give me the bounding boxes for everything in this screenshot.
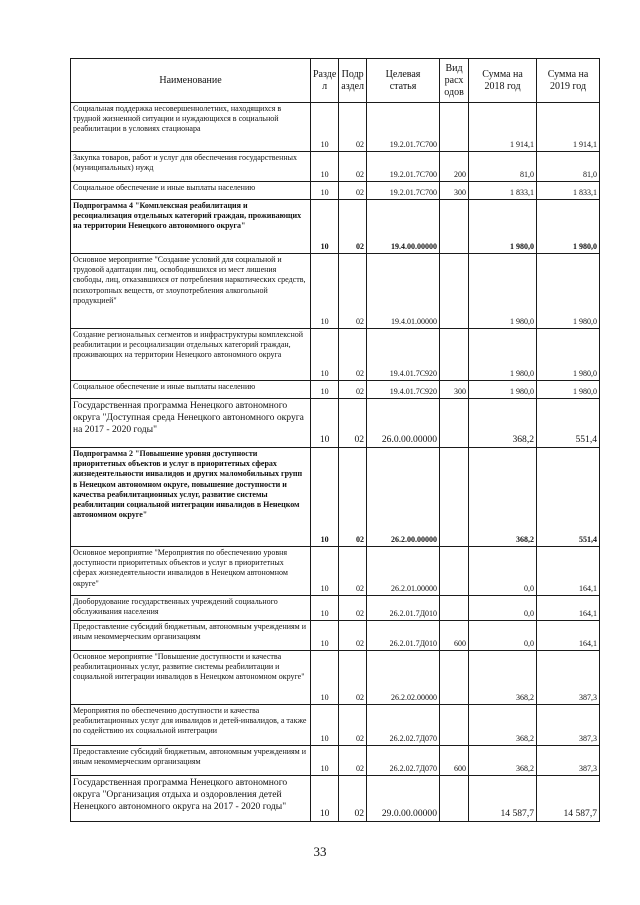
row-vid	[440, 254, 469, 329]
table-row	[71, 705, 600, 746]
row-name: Социальная поддержка несовершеннолетних, находящихся в трудной жизненной ситуации и нуждающихся в социальной реабилитации в условиях стационара	[71, 103, 311, 152]
row-sum-2018: 0,0	[469, 547, 537, 596]
row-razdel: 10	[311, 103, 339, 152]
row-sum-2019: 1 980,0	[537, 200, 600, 254]
row-sum-2019: 1 980,0	[537, 381, 600, 399]
row-vid	[440, 705, 469, 746]
header-sum-2018: Сумма на 2018 год	[469, 59, 537, 103]
row-sum-2018: 368,2	[469, 705, 537, 746]
row-razdel: 10	[311, 621, 339, 651]
row-vid: 300	[440, 381, 469, 399]
row-name: Государственная программа Ненецкого автономного округа "Доступная среда Ненецкого автономного округа на 2017 - 2020 годы"	[71, 399, 311, 448]
row-podrazdel: 02	[339, 254, 367, 329]
page-number: 33	[313, 844, 327, 859]
row-podrazdel: 02	[339, 746, 367, 776]
row-article: 26.2.01.00000	[367, 547, 440, 596]
row-article: 19.2.01.7С700	[367, 182, 440, 200]
row-article: 19.4.01.7С920	[367, 329, 440, 381]
row-vid	[440, 329, 469, 381]
row-name: Государственная программа Ненецкого автономного округа "Организация отдыха и оздоровления детей Ненецкого автономного округа на 2017 - 2020 годы"	[71, 776, 311, 822]
table-row	[71, 200, 600, 254]
row-name: Социальное обеспечение и иные выплаты населению	[71, 182, 311, 200]
row-podrazdel: 02	[339, 776, 367, 822]
table-row	[71, 182, 600, 200]
row-razdel: 10	[311, 705, 339, 746]
table-row	[71, 621, 600, 651]
row-razdel: 10	[311, 596, 339, 621]
row-sum-2018: 1 980,0	[469, 381, 537, 399]
row-article: 19.2.01.7С700	[367, 152, 440, 182]
row-article: 26.2.01.7Д010	[367, 621, 440, 651]
row-razdel: 10	[311, 254, 339, 329]
row-podrazdel: 02	[339, 547, 367, 596]
header-name: Наименование	[71, 59, 311, 103]
row-sum-2018: 1 914,1	[469, 103, 537, 152]
row-vid	[440, 547, 469, 596]
row-razdel: 10	[311, 776, 339, 822]
row-razdel: 10	[311, 329, 339, 381]
row-podrazdel: 02	[339, 381, 367, 399]
row-vid	[440, 651, 469, 705]
row-name: Основное мероприятие "Повышение доступности и качества реабилитационных услуг, развитие системы реабилитации и социальной интеграции инвалидов в Ненецком автономном округе"	[71, 651, 311, 705]
table-row	[71, 329, 600, 381]
row-razdel: 10	[311, 381, 339, 399]
row-sum-2019: 387,3	[537, 651, 600, 705]
row-name: Основное мероприятие "Создание условий для социальной и трудовой адаптации лиц, освободившихся из мест лишения свободы, лиц, отказавшихся от потребления наркотических средств, психотропных веществ, от злоупотребления алкогольной продукцией"	[71, 254, 311, 329]
table-row	[71, 596, 600, 621]
row-article: 19.2.01.7С700	[367, 103, 440, 152]
row-podrazdel: 02	[339, 103, 367, 152]
row-sum-2018: 1 980,0	[469, 200, 537, 254]
row-sum-2019: 1 833,1	[537, 182, 600, 200]
row-razdel: 10	[311, 399, 339, 448]
row-vid	[440, 200, 469, 254]
row-vid: 200	[440, 152, 469, 182]
row-razdel: 10	[311, 651, 339, 705]
row-podrazdel: 02	[339, 182, 367, 200]
header-vid: Вид расх одов	[440, 59, 469, 103]
row-vid	[440, 776, 469, 822]
row-sum-2018: 368,2	[469, 746, 537, 776]
row-sum-2018: 14 587,7	[469, 776, 537, 822]
row-article: 19.4.01.7С920	[367, 381, 440, 399]
row-sum-2019: 1 914,1	[537, 103, 600, 152]
row-article: 26.2.01.7Д010	[367, 596, 440, 621]
row-article: 19.4.01.00000	[367, 254, 440, 329]
row-sum-2019: 551,4	[537, 448, 600, 547]
row-sum-2018: 81,0	[469, 152, 537, 182]
row-vid	[440, 399, 469, 448]
table-row	[71, 776, 600, 822]
row-sum-2018: 368,2	[469, 399, 537, 448]
row-article: 26.0.00.00000	[367, 399, 440, 448]
row-vid	[440, 448, 469, 547]
row-sum-2019: 387,3	[537, 705, 600, 746]
table-row	[71, 254, 600, 329]
row-name: Предоставление субсидий бюджетным, автономным учреждениям и иным некоммерческим организациям	[71, 621, 311, 651]
row-vid: 600	[440, 621, 469, 651]
row-sum-2018: 1 980,0	[469, 254, 537, 329]
row-article: 26.2.02.7Д070	[367, 705, 440, 746]
row-sum-2018: 0,0	[469, 621, 537, 651]
row-sum-2019: 164,1	[537, 621, 600, 651]
row-razdel: 10	[311, 448, 339, 547]
table-row	[71, 651, 600, 705]
row-name: Создание региональных сегментов и инфраструктуры комплексной реабилитации и ресоциализации отдельных категорий граждан, проживающих на территории Ненецкого автономного округа	[71, 329, 311, 381]
row-vid: 300	[440, 182, 469, 200]
budget-table	[70, 58, 600, 822]
row-razdel: 10	[311, 746, 339, 776]
row-sum-2018: 0,0	[469, 596, 537, 621]
row-name: Основное мероприятие "Мероприятия по обеспечению уровня доступности приоритетных объектов и услуг в приоритетных сферах жизнедеятельности инвалидов в Ненецком автономном округе"	[71, 547, 311, 596]
row-name: Подпрограмма 4 "Комплексная реабилитация и ресоциализация отдельных категорий граждан, проживающих на территории Ненецкого автономного округа"	[71, 200, 311, 254]
row-sum-2019: 1 980,0	[537, 254, 600, 329]
row-article: 26.2.02.7Д070	[367, 746, 440, 776]
row-vid: 600	[440, 746, 469, 776]
row-sum-2019: 387,3	[537, 746, 600, 776]
table-row	[71, 399, 600, 448]
row-vid	[440, 103, 469, 152]
row-sum-2019: 14 587,7	[537, 776, 600, 822]
row-name: Дооборудование государственных учреждений социального обслуживания населения	[71, 596, 311, 621]
row-article: 19.4.00.00000	[367, 200, 440, 254]
row-podrazdel: 02	[339, 448, 367, 547]
row-name: Подпрограмма 2 "Повышение уровня доступности приоритетных объектов и услуг в приоритетных сферах жизнедеятельности инвалидов и других маломобильных групп в Ненецком автономном округе, повышение доступности и качества реабилитационных услуг, развитие системы реабилитации социальной интеграции инвалидов в Ненецком автономном округе"	[71, 448, 311, 547]
row-name: Мероприятия по обеспечению доступности и качества реабилитационных услуг для инвалидов и детей-инвалидов, а также по содействию их социальной интеграции	[71, 705, 311, 746]
row-article: 26.2.02.00000	[367, 651, 440, 705]
table-row	[71, 103, 600, 152]
table-row	[71, 547, 600, 596]
row-podrazdel: 02	[339, 621, 367, 651]
row-sum-2018: 368,2	[469, 448, 537, 547]
row-name: Предоставление субсидий бюджетным, автономным учреждениям и иным некоммерческим организациям	[71, 746, 311, 776]
table-body	[71, 103, 600, 822]
row-razdel: 10	[311, 152, 339, 182]
row-podrazdel: 02	[339, 152, 367, 182]
table-row	[71, 381, 600, 399]
row-podrazdel: 02	[339, 705, 367, 746]
row-sum-2018: 1 980,0	[469, 329, 537, 381]
row-razdel: 10	[311, 547, 339, 596]
table-header	[71, 59, 600, 103]
row-sum-2019: 164,1	[537, 596, 600, 621]
row-podrazdel: 02	[339, 651, 367, 705]
row-razdel: 10	[311, 182, 339, 200]
table-row	[71, 152, 600, 182]
table-row	[71, 448, 600, 547]
header-sum-2019: Сумма на 2019 год	[537, 59, 600, 103]
header-podrazdel: Подр аздел	[339, 59, 367, 103]
row-podrazdel: 02	[339, 596, 367, 621]
row-sum-2019: 1 980,0	[537, 329, 600, 381]
row-sum-2019: 164,1	[537, 547, 600, 596]
row-vid	[440, 596, 469, 621]
row-name: Закупка товаров, работ и услуг для обеспечения государственных (муниципальных) нужд	[71, 152, 311, 182]
row-podrazdel: 02	[339, 329, 367, 381]
header-razdel: Разде л	[311, 59, 339, 103]
row-sum-2019: 81,0	[537, 152, 600, 182]
row-sum-2019: 551,4	[537, 399, 600, 448]
row-sum-2018: 368,2	[469, 651, 537, 705]
row-article: 26.2.00.00000	[367, 448, 440, 547]
row-sum-2018: 1 833,1	[469, 182, 537, 200]
row-article: 29.0.00.00000	[367, 776, 440, 822]
table-row	[71, 746, 600, 776]
row-podrazdel: 02	[339, 200, 367, 254]
row-razdel: 10	[311, 200, 339, 254]
row-name: Социальное обеспечение и иные выплаты населению	[71, 381, 311, 399]
row-podrazdel: 02	[339, 399, 367, 448]
header-row	[71, 59, 600, 103]
header-article: Целевая статья	[367, 59, 440, 103]
